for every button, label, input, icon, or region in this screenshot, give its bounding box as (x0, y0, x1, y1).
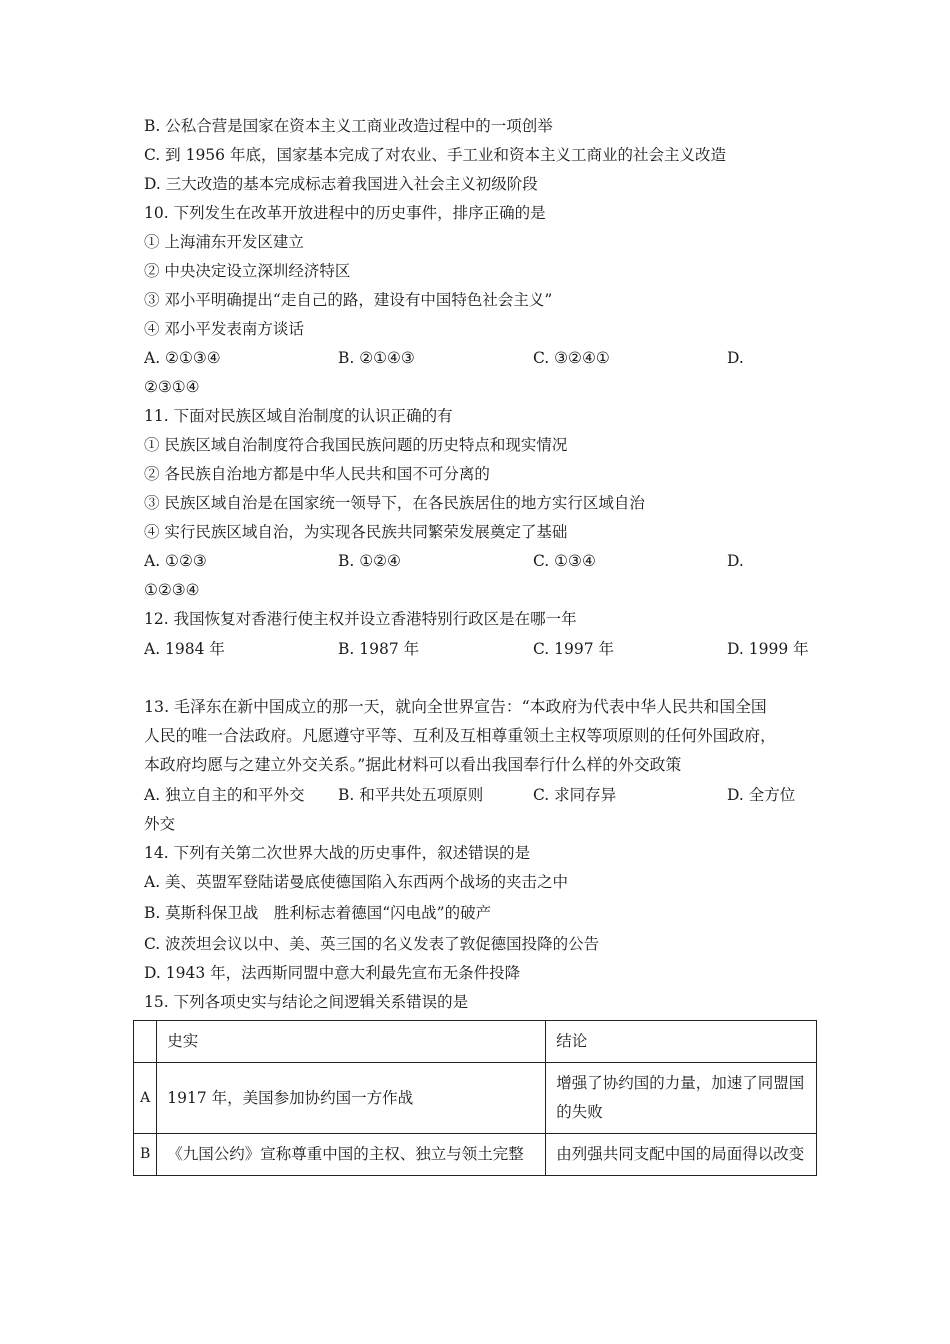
q10-option-d-value: ②③①④ (144, 378, 200, 396)
q10-item-1: ① 上海浦东开发区建立 (144, 233, 304, 251)
q9-option-b: B. 公私合营是国家在资本主义工商业改造过程中的一项创举 (144, 117, 553, 135)
q11-option-c: C. ①③④ (533, 552, 596, 570)
q10-stem: 10. 下列发生在改革开放进程中的历史事件，排序正确的是 (144, 204, 546, 222)
q11-item-2: ② 各民族自治地方都是中华人民共和国不可分离的 (144, 465, 490, 483)
q13-option-d-cont: 外交 (144, 815, 176, 833)
table-header-conclusion: 结论 (546, 1021, 817, 1063)
q11-item-3: ③ 民族区域自治是在国家统一领导下，在各民族居住的地方实行区域自治 (144, 494, 645, 512)
q9-option-d: D. 三大改造的基本完成标志着我国进入社会主义初级阶段 (144, 175, 538, 193)
q11-item-4: ④ 实行民族区域自治，为实现各民族共同繁荣发展奠定了基础 (144, 523, 568, 541)
q10-option-c: C. ③②④① (533, 349, 610, 367)
row-conclusion: 增强了协约国的力量，加速了同盟国的失败 (546, 1063, 817, 1134)
q14-option-b: B. 莫斯科保卫战 胜利标志着德国“闪电战”的破产 (144, 904, 492, 922)
q11-option-b: B. ①②④ (338, 552, 401, 570)
q12-option-b: B. 1987 年 (338, 640, 420, 658)
q14-stem: 14. 下列有关第二次世界大战的历史事件，叙述错误的是 (144, 844, 531, 862)
table-header-label (134, 1021, 157, 1063)
row-fact: 《九国公约》宣称尊重中国的主权、独立与领土完整 (157, 1134, 546, 1176)
q13-line-2: 人民的唯一合法政府。凡愿遵守平等、互利及互相尊重领土主权等项原则的任何外国政府， (144, 726, 776, 745)
q13-option-d: D. 全方位 (727, 786, 796, 804)
row-conclusion: 由列强共同支配中国的局面得以改变 (546, 1134, 817, 1176)
q14-option-c: C. 波茨坦会议以中、美、英三国的名义发表了敦促德国投降的公告 (144, 935, 600, 953)
q12-option-c: C. 1997 年 (533, 640, 615, 658)
q12-option-d: D. 1999 年 (727, 640, 809, 658)
q11-option-d: D. (727, 552, 744, 570)
q10-option-b: B. ②①④③ (338, 349, 415, 367)
q12-option-a: A. 1984 年 (144, 640, 225, 658)
q15-stem: 15. 下列各项史实与结论之间逻辑关系错误的是 (144, 993, 469, 1011)
q10-item-2: ② 中央决定设立深圳经济特区 (144, 262, 351, 280)
table-header-fact: 史实 (157, 1021, 546, 1063)
q10-option-a: A. ②①③④ (144, 349, 221, 367)
row-label: A (134, 1063, 157, 1134)
table-header-row (134, 1021, 817, 1063)
q10-option-d: D. (727, 349, 744, 367)
q11-stem: 11. 下面对民族区域自治制度的认识正确的有 (144, 407, 453, 425)
row-label: B (134, 1134, 157, 1176)
table-row (134, 1134, 817, 1176)
q13-option-b: B. 和平共处五项原则 (338, 786, 484, 804)
q11-option-d-value: ①②③④ (144, 581, 200, 599)
q12-stem: 12. 我国恢复对香港行使主权并设立香港特别行政区是在哪一年 (144, 610, 577, 628)
q11-item-1: ① 民族区域自治制度符合我国民族问题的历史特点和现实情况 (144, 436, 568, 454)
q14-option-d: D. 1943 年，法西斯同盟中意大利最先宣布无条件投降 (144, 964, 521, 982)
q13-option-c: C. 求同存异 (533, 786, 617, 804)
q11-option-a: A. ①②③ (144, 552, 207, 570)
q10-item-3: ③ 邓小平明确提出“走自己的路，建设有中国特色社会主义” (144, 291, 553, 309)
q14-option-a: A. 美、英盟军登陆诺曼底使德国陷入东西两个战场的夹击之中 (144, 873, 569, 891)
q13-line-3: 本政府均愿与之建立外交关系。”据此材料可以看出我国奉行什么样的外交政策 (144, 755, 682, 774)
q9-option-c: C. 到 1956 年底，国家基本完成了对农业、手工业和资本主义工商业的社会主义改造 (144, 146, 726, 164)
row-fact: 1917 年，美国参加协约国一方作战 (157, 1063, 546, 1134)
q13-option-a: A. 独立自主的和平外交 (144, 786, 305, 804)
q15-table (133, 1020, 817, 1176)
q10-item-4: ④ 邓小平发表南方谈话 (144, 320, 304, 338)
table-row (134, 1063, 817, 1134)
q13-line-1: 13. 毛泽东在新中国成立的那一天，就向全世界宣告：“本政府为代表中华人民共和国全国 (144, 697, 767, 716)
